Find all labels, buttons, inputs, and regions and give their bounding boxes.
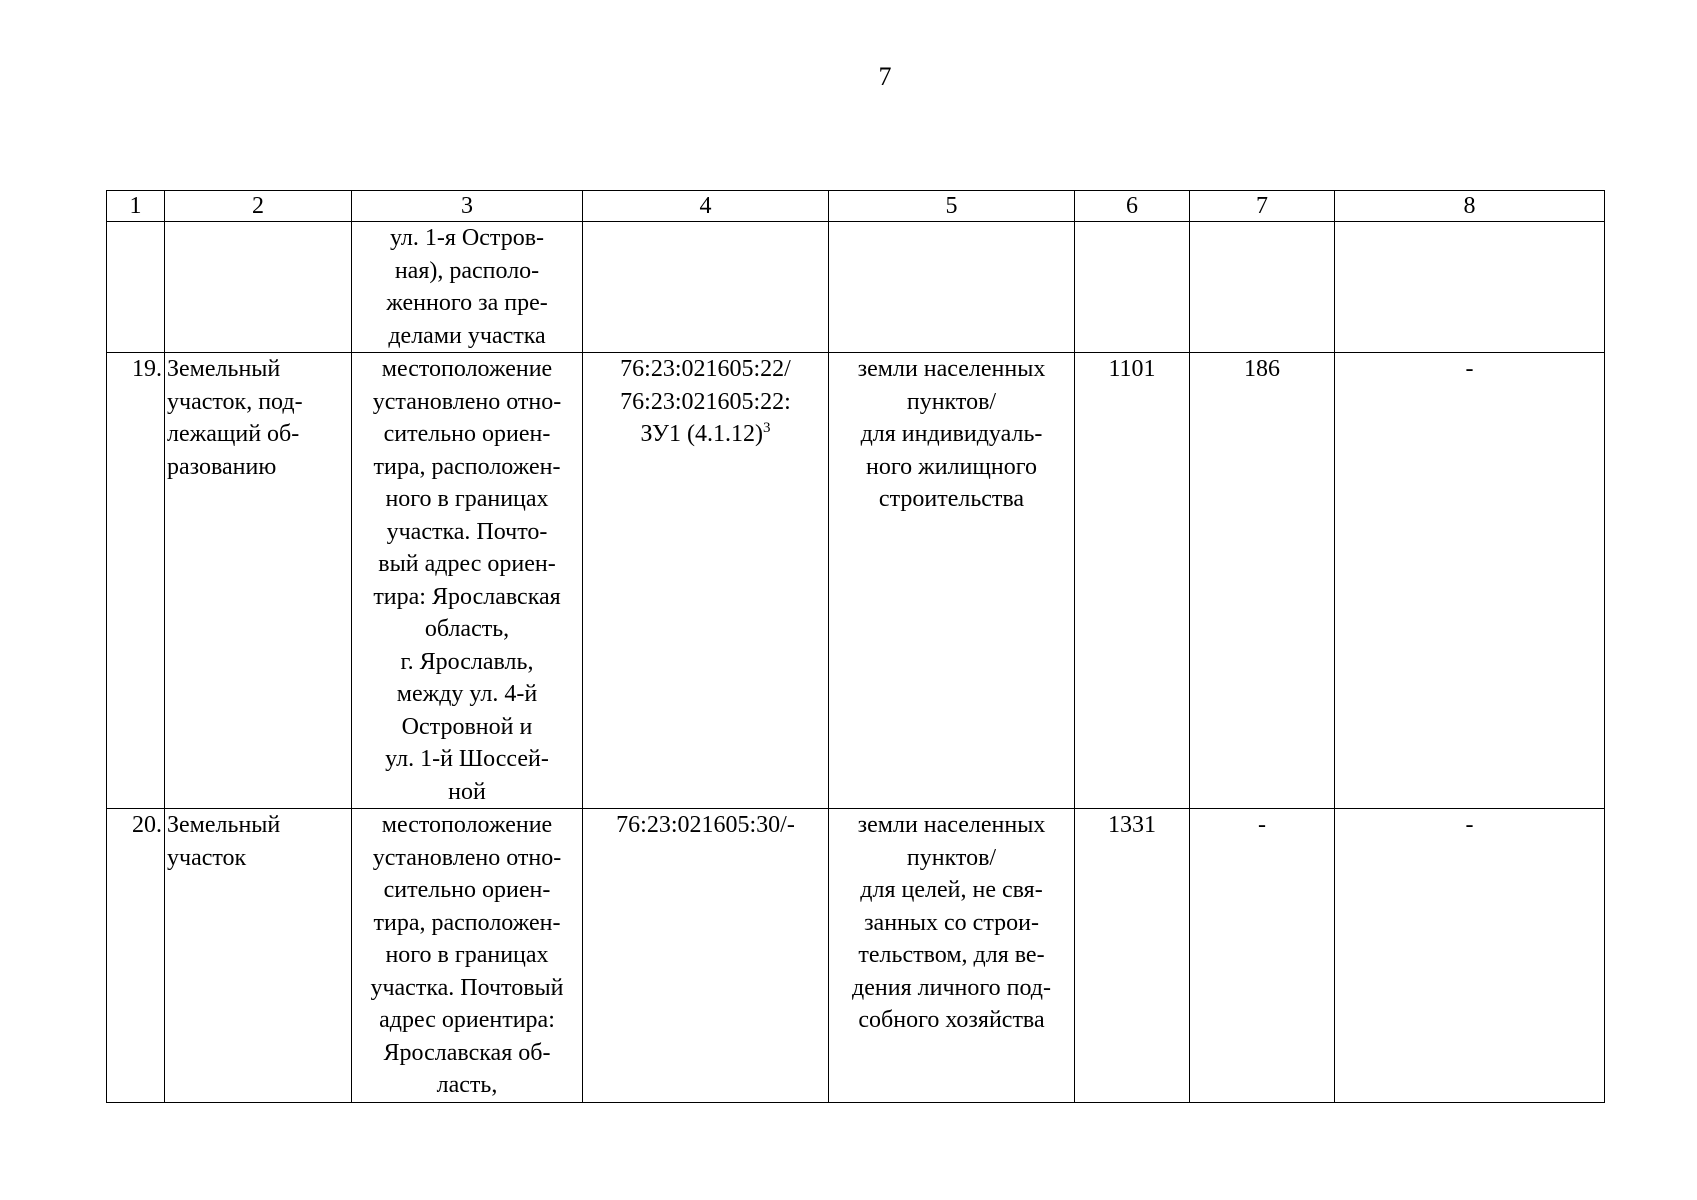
land-category-cell: земли населенных пунктов/ для целей, не свя- занных со строи- тельством, для ве- дения личного под- собного хозяйства — [829, 809, 1075, 1103]
table-row — [107, 809, 1605, 1103]
area-cell: 1331 — [1075, 809, 1190, 1103]
cadastral-number-cell: 76:23:021605:22/ 76:23:021605:22: ЗУ1 $(4.1.12)^3$ — [583, 353, 829, 809]
area-cell: 1101 — [1075, 353, 1190, 809]
location-cell: местоположение установлено отно- сительно ориен- тира, расположен- ного в границах участка. Почто- вый адрес ориен- тира: Ярославская область, г. Ярославль, между ул. 4-й Островной и ул. 1-й Шоссей- ной — [352, 353, 583, 809]
col8-cell: - — [1335, 809, 1605, 1103]
land-category-cell: земли населенных пунктов/ для индивидуаль- ного жилищного строительства — [829, 353, 1075, 809]
column-header: 8 — [1335, 191, 1605, 222]
location-cell: местоположение установлено отно- сительно ориен- тира, расположен- ного в границах участка. Почтовый адрес ориентира: Ярославская об- ласть, — [352, 809, 583, 1103]
row-number: 20. — [107, 809, 165, 1103]
continuation-row — [107, 222, 1605, 353]
column-header: 3 — [352, 191, 583, 222]
page-number: 7 — [878, 62, 892, 91]
column-number-header-row — [107, 191, 1605, 222]
plot-name-cell: Земельный участок — [165, 809, 352, 1103]
cadastral-number-cell: 76:23:021605:30/- — [583, 809, 829, 1103]
column-header: 2 — [165, 191, 352, 222]
column-header: 4 — [583, 191, 829, 222]
column-header: 7 — [1190, 191, 1335, 222]
land-plots-table — [106, 190, 1605, 1103]
col7-cell: - — [1190, 809, 1335, 1103]
col8-cell: - — [1335, 353, 1605, 809]
continuation-location-cell: ул. 1-я Остров- ная), располо- женного за пре- делами участка — [352, 222, 583, 353]
plot-name-cell: Земельный участок, под- лежащий об- разованию — [165, 353, 352, 809]
column-header: 1 — [107, 191, 165, 222]
column-header: 6 — [1075, 191, 1190, 222]
row-number: 19. — [107, 353, 165, 809]
table-row — [107, 353, 1605, 809]
footnote-mark: 3 — [762, 420, 771, 436]
column-header: 5 — [829, 191, 1075, 222]
col7-cell: 186 — [1190, 353, 1335, 809]
